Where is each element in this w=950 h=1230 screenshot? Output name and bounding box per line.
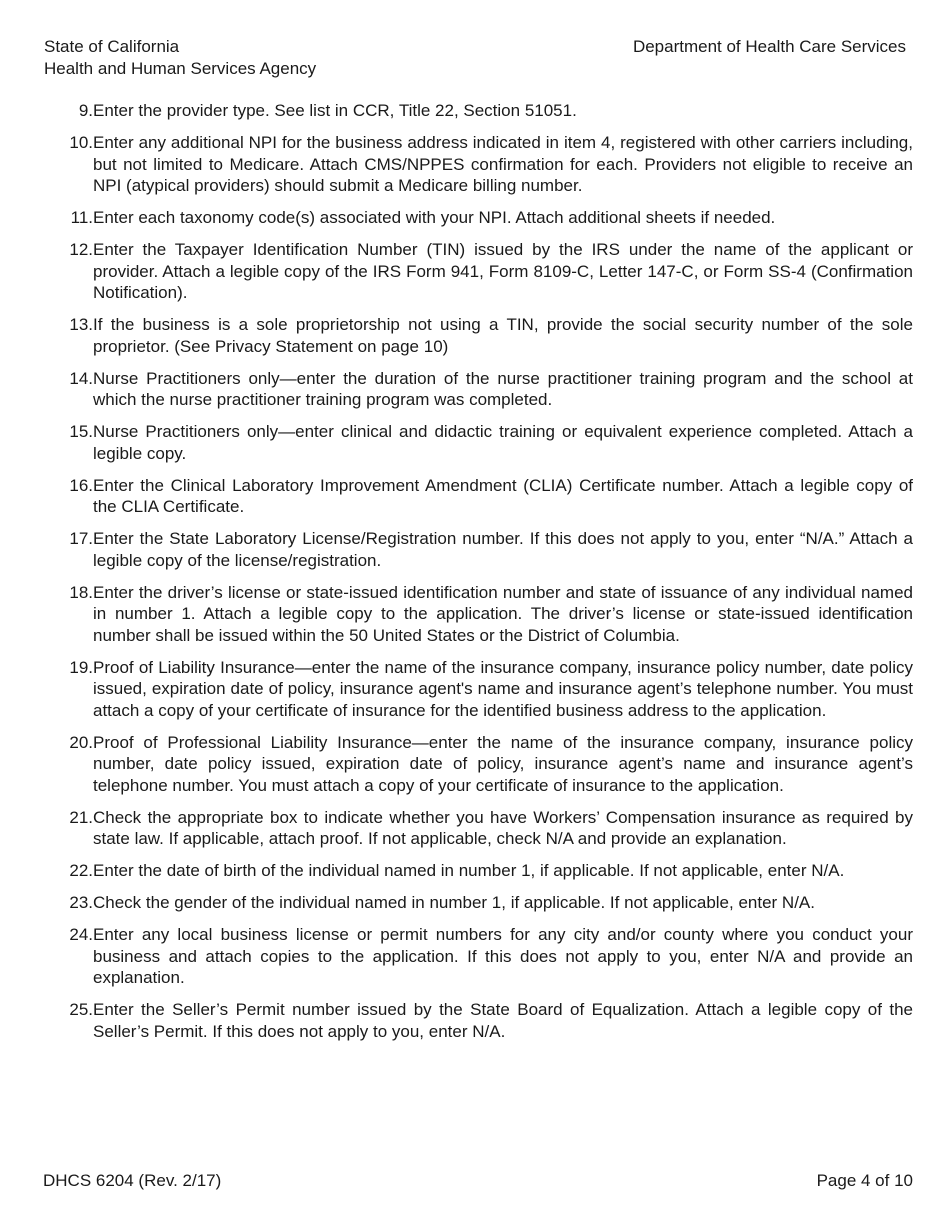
item-number: 22. (69, 861, 93, 880)
item-text: Enter the provider type. See list in CCR, Title 22, Section 51051. (93, 101, 577, 120)
item-number-cell (44, 314, 93, 357)
item-text: Enter each taxonomy code(s) associated with your NPI. Attach additional sheets if needed. (93, 208, 776, 227)
item-text: Nurse Practitioners only—enter the duration of the nurse practitioner training program and the school at which the nurse practitioner training program was completed. (93, 368, 913, 409)
item-number-cell (44, 657, 93, 722)
item-number-cell (44, 528, 93, 571)
list-item (44, 732, 913, 797)
list-item (44, 999, 913, 1042)
list-item (44, 657, 913, 722)
list-item (44, 475, 913, 518)
header-department: Department of Health Care Services (632, 37, 906, 56)
item-text: Enter the Seller’s Permit number issued by the State Board of Equalization. Attach a legible copy of the Seller’s Permit. If this does not apply to you, enter N/A. (93, 1000, 913, 1041)
item-text: Enter the driver’s license or state-issued identification number and state of issuance of any individual named in number 1. Attach a legible copy to the application. The driver’s license or state-issued identification number shall be issued within the 50 United States or the District of Columbia. (93, 582, 913, 645)
item-number-cell (44, 475, 93, 518)
item-number: 21. (69, 807, 93, 827)
item-number-cell (44, 892, 93, 914)
item-number-cell (44, 239, 93, 304)
item-number: 18. (69, 582, 93, 602)
item-text: Proof of Liability Insurance—enter the name of the insurance company, insurance policy number, date policy issued, expiration date of policy, insurance agent's name and insurance agent’s telephone number. You must attach a copy of your certificate of insurance for the identified business address to the application. (93, 657, 913, 720)
item-number-cell (44, 207, 93, 229)
item-text: Enter the date of birth of the individual named in number 1, if applicable. If not applicable, enter N/A. (93, 861, 845, 880)
item-text: If the business is a sole proprietorship not using a TIN, provide the social security number of the sole proprietor. (See Privacy Statement on page 10) (93, 315, 913, 356)
item-number: 19. (69, 657, 93, 677)
instruction-list (44, 100, 913, 1053)
list-item (44, 924, 913, 989)
item-number-cell (44, 582, 93, 647)
item-text: Enter the Taxpayer Identification Number (TIN) issued by the IRS under the name of the applicant or provider. Attach a legible copy of the IRS Form 941, Form 8109-C, Letter 147-C, or Form SS-4 (Confirmation Notification). (93, 240, 913, 302)
footer-form-id: DHCS 6204 (Rev. 2/17) (43, 1171, 222, 1190)
item-number-cell (44, 732, 93, 797)
item-number-cell (44, 924, 93, 989)
item-text: Enter any additional NPI for the business address indicated in item 4, registered with other carriers including, but not limited to Medicare. Attach CMS/NPPES confirmation for each. Providers not eligible to receive an NPI (atypical providers) should submit a Medicare billing number. (93, 133, 913, 195)
item-number-cell (44, 807, 93, 850)
item-number-cell (44, 132, 93, 197)
item-number: 24. (69, 925, 93, 944)
list-item (44, 207, 913, 229)
item-text: Check the appropriate box to indicate whether you have Workers’ Compensation insurance as required by state law. If applicable, attach proof. If not applicable, check N/A and provide an explanation. (93, 807, 913, 848)
item-number-cell (44, 421, 93, 464)
item-text: Check the gender of the individual named in number 1, if applicable. If not applicable, enter N/A. (93, 893, 815, 912)
item-text: Nurse Practitioners only—enter clinical and didactic training or equivalent experience completed. Attach a legible copy. (93, 422, 913, 463)
item-number: 17. (69, 529, 93, 548)
item-text: Enter the State Laboratory License/Registration number. If this does not apply to you, enter “N/A.” Attach a legible copy of the license/registration. (93, 529, 913, 570)
item-number: 9. (78, 101, 93, 120)
item-number: 11. (70, 208, 93, 227)
list-item (44, 528, 913, 571)
item-text: Proof of Professional Liability Insurance—enter the name of the insurance company, insurance policy number, date policy issued, expiration date of policy, insurance agent’s name and insurance agent’s telephone number. You must attach a copy of your certificate of insurance to the application. (93, 732, 913, 795)
list-item (44, 100, 913, 122)
list-item (44, 421, 913, 464)
item-number: 10. (69, 133, 93, 152)
header-agency: Health and Human Services Agency (44, 59, 317, 78)
item-number: 13. (69, 315, 93, 334)
item-number-cell (44, 368, 93, 411)
item-number: 20. (69, 732, 93, 752)
item-number: 25. (69, 1000, 93, 1019)
list-item (44, 368, 913, 411)
item-number: 12. (69, 240, 93, 259)
item-number-cell (44, 999, 93, 1042)
list-item (44, 314, 913, 357)
header-state: State of California (44, 37, 180, 56)
list-item (44, 860, 913, 882)
list-item (44, 132, 913, 197)
item-number: 23. (69, 893, 93, 912)
list-item (44, 582, 913, 647)
item-text: Enter the Clinical Laboratory Improvement Amendment (CLIA) Certificate number. Attach a legible copy of the CLIA Certificate. (93, 475, 913, 516)
list-item (44, 807, 913, 850)
item-number-cell (44, 100, 93, 122)
item-number: 15. (69, 422, 93, 441)
page-header-agency (44, 36, 316, 80)
item-number: 16. (69, 475, 93, 495)
item-number-cell (44, 860, 93, 882)
list-item (44, 239, 913, 304)
list-item (44, 892, 913, 914)
item-number: 14. (69, 368, 93, 388)
footer-page-number: Page 4 of 10 (816, 1171, 913, 1190)
item-text: Enter any local business license or permit numbers for any city and/or county where you conduct your business and attach copies to the application. If this does not apply to you, enter N/A and provide an explanation. (93, 925, 913, 987)
